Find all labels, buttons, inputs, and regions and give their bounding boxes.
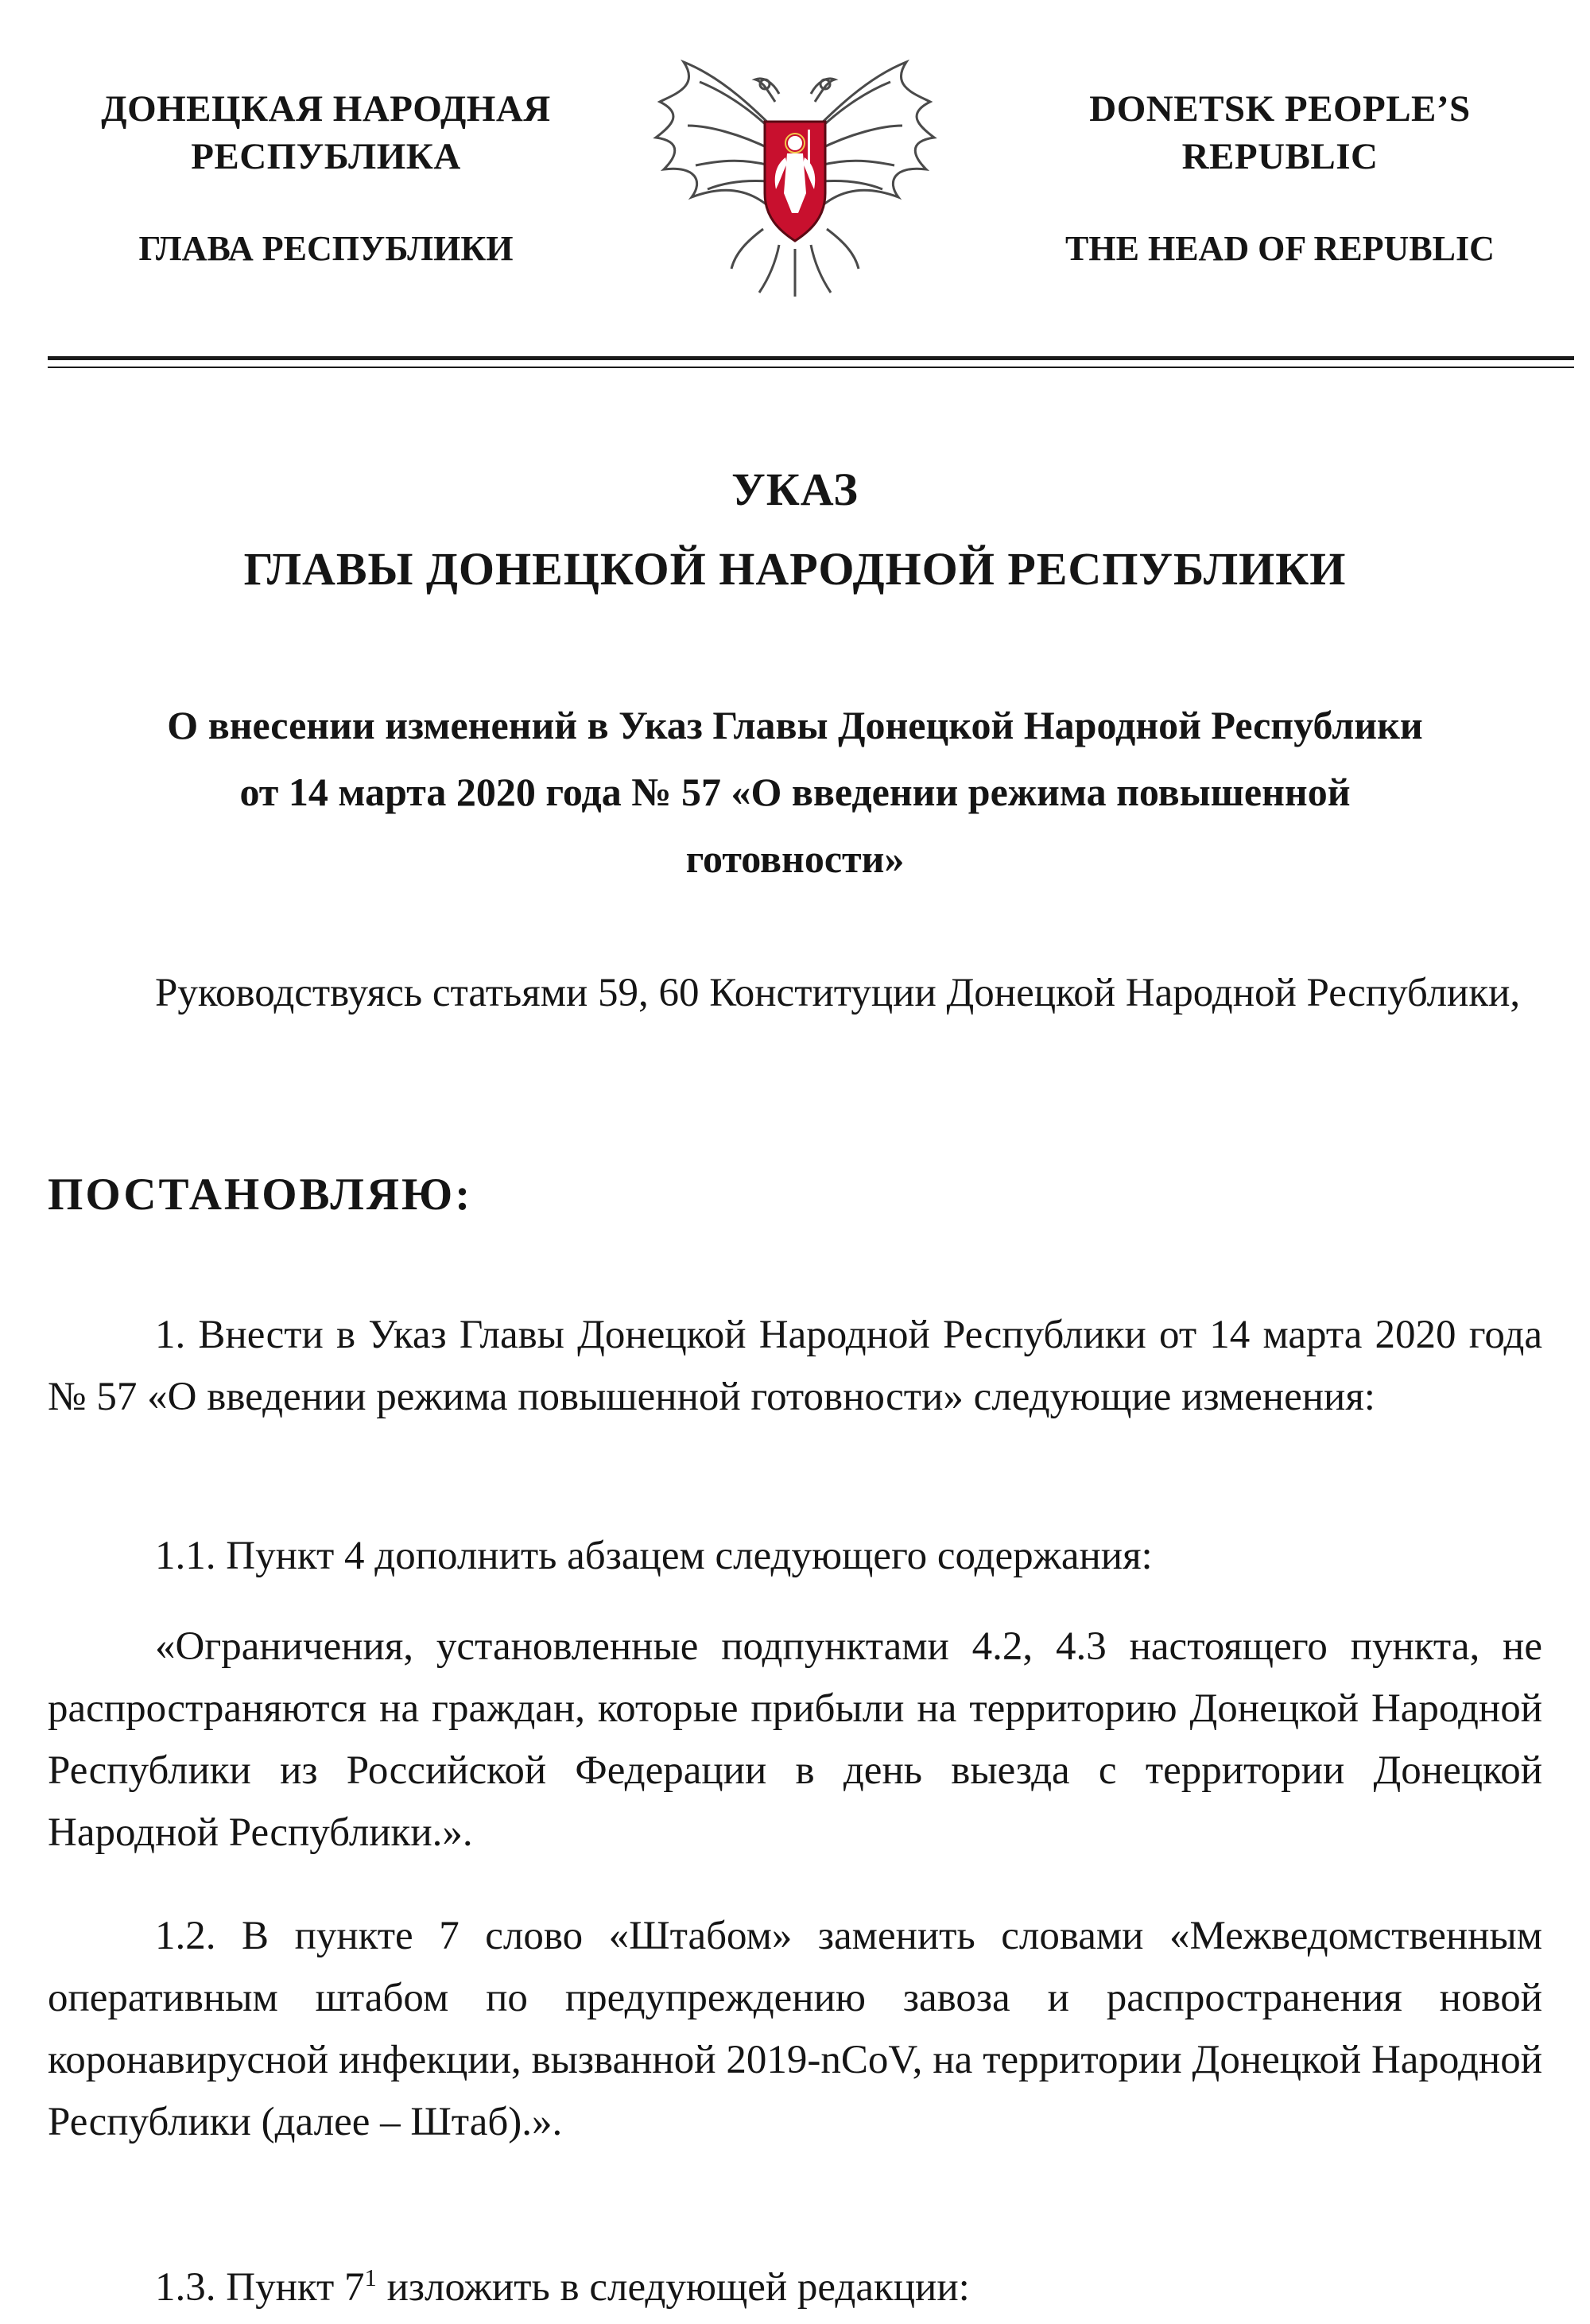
item-1-3-superscript: 1 bbox=[364, 2264, 377, 2291]
header-right-sub: THE HEAD OF REPUBLIC bbox=[1065, 229, 1495, 268]
item-1-paragraph: 1. Внести в Указ Главы Донецкой Народной Республики от 14 марта 2020 года № 57 «О введении режима повышенной готовности» следующие изменения: bbox=[48, 1313, 1542, 1419]
item-1-2-paragraph: 1.2. В пункте 7 слово «Штабом» заменить словами «Межведомственным оперативным штабом по предупреждению завоза и распространения новой коронавирусной инфекции, вызванной 2019-nCoV, на территории Донецкой Народной Республики (далее – Штаб).». bbox=[48, 1914, 1542, 2144]
subject-line2: от 14 марта 2020 года № 57 «О введении режима повышенной bbox=[239, 770, 1351, 814]
header-divider-thin bbox=[48, 367, 1574, 368]
item-1-1-paragraph: 1.1. Пункт 4 дополнить абзацем следующего содержания: bbox=[155, 1534, 1153, 1578]
header-divider-thick bbox=[48, 356, 1574, 360]
header-right-en bbox=[1002, 86, 1558, 180]
header-left-line1: ДОНЕЦКАЯ НАРОДНАЯ bbox=[101, 88, 551, 130]
subject-line3: готовности» bbox=[685, 836, 905, 881]
preamble-paragraph: Руководствуясь статьями 59, 60 Конституции Донецкой Народной Республики, bbox=[155, 971, 1521, 1015]
header-left-sub: ГЛАВА РЕСПУБЛИКИ bbox=[138, 229, 514, 268]
document-subject bbox=[48, 692, 1542, 892]
coat-of-arms-emblem bbox=[628, 46, 962, 301]
document-type-title: УКАЗ bbox=[731, 464, 859, 515]
item-1-3-suffix: изложить в следующей редакции: bbox=[376, 2265, 970, 2310]
subject-line1: О внесении изменений в Указ Главы Донецкой Народной Республики bbox=[167, 703, 1423, 747]
header-left-line2: РЕСПУБЛИКА bbox=[191, 135, 461, 177]
header-left-ru bbox=[48, 86, 604, 180]
item-1-1-text-paragraph: «Ограничения, установленные подпунктами 4.2, 4.3 настоящего пункта, не распространяются на граждан, которые прибыли на территорию Донецкой Народной Республики из Российской Федерации в день выезда с территории Донецкой Народной Республики.». bbox=[48, 1624, 1542, 1855]
decree-word: ПОСТАНОВЛЯЮ: bbox=[48, 1170, 473, 1220]
header-right-line1: DONETSK PEOPLE’S bbox=[1089, 88, 1471, 130]
item-1-3-prefix: 1.3. Пункт 7 bbox=[155, 2265, 365, 2310]
item-1-3-paragraph bbox=[48, 2256, 1542, 2318]
document-issuer-title: ГЛАВЫ ДОНЕЦКОЙ НАРОДНОЙ РЕСПУБЛИКИ bbox=[243, 543, 1347, 595]
header-right-line2: REPUBLIC bbox=[1181, 135, 1379, 177]
